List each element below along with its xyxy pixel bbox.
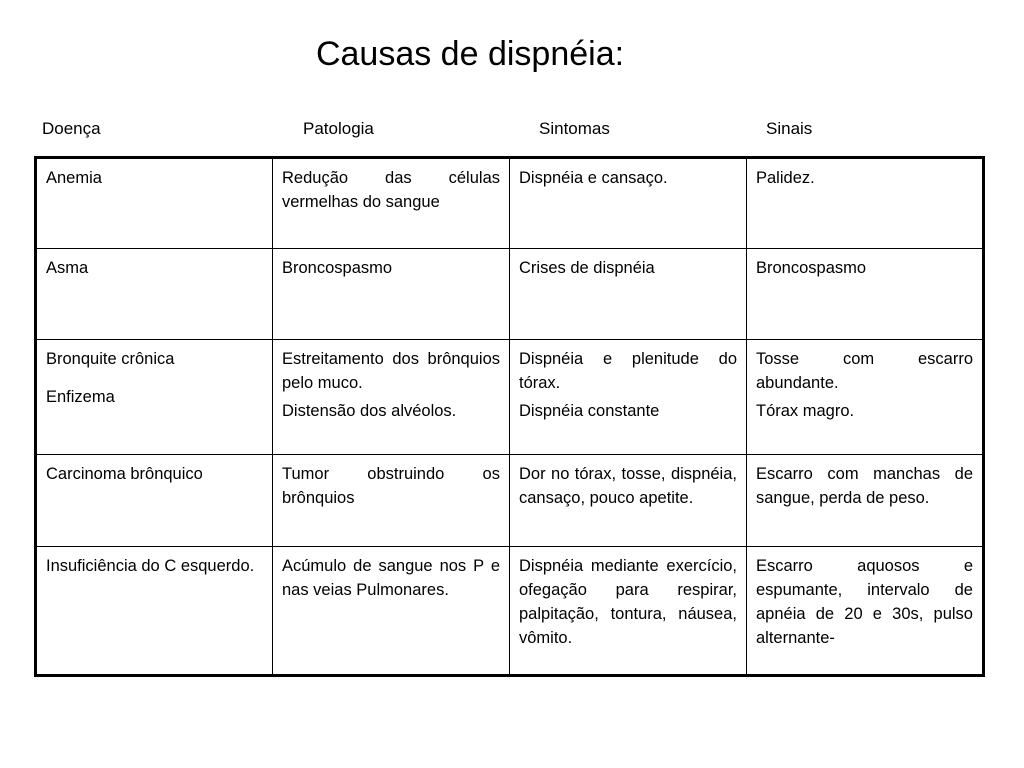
- cell-sinais: [747, 249, 984, 340]
- cell-text: Asma: [46, 259, 89, 277]
- cell-text: Acúmulo de sangue nos P e nas veias Pulmonares.: [282, 557, 500, 599]
- table-row: [36, 547, 984, 676]
- page-title: Causas de dispnéia:: [315, 35, 625, 73]
- cell-sintomas: [510, 547, 747, 676]
- cell-patologia: [273, 340, 510, 455]
- cell-text: Distensão dos alvéolos.: [282, 402, 457, 420]
- cell-text: Insuficiência do C esquerdo.: [46, 557, 255, 575]
- cell-text: Dispnéia e plenitude do tórax.: [519, 350, 737, 392]
- cell-sintomas: [510, 455, 747, 547]
- cell-text: Dispnéia constante: [519, 402, 660, 420]
- cell-text: Redução das células vermelhas do sangue: [282, 169, 500, 211]
- column-header-patologia: Patologia: [303, 119, 374, 138]
- cell-text: Crises de dispnéia: [519, 259, 655, 277]
- cell-patologia: [273, 249, 510, 340]
- cell-text: Broncospasmo: [282, 259, 393, 277]
- table-row: [36, 340, 984, 455]
- cell-text: Tosse com escarro abundante.: [756, 350, 973, 392]
- cell-patologia: [273, 455, 510, 547]
- table-row: [36, 455, 984, 547]
- table-row: [36, 158, 984, 249]
- cell-text: Enfizema: [46, 388, 115, 406]
- cell-patologia: [273, 158, 510, 249]
- cell-sinais: [747, 547, 984, 676]
- cell-text: Escarro com manchas de sangue, perda de peso.: [756, 465, 973, 507]
- cell-doenca: [36, 340, 273, 455]
- causes-table: [34, 156, 985, 677]
- cell-text: Anemia: [46, 169, 102, 187]
- table-row: [36, 249, 984, 340]
- column-header-sintomas: Sintomas: [539, 119, 610, 138]
- causes-table-container: [34, 156, 982, 677]
- cell-text: Broncospasmo: [756, 259, 867, 277]
- cell-text: Palidez.: [756, 169, 815, 187]
- cell-text: Carcinoma brônquico: [46, 465, 203, 483]
- column-header-doenca: Doença: [42, 119, 101, 138]
- cell-sinais: [747, 340, 984, 455]
- cell-doenca: [36, 249, 273, 340]
- cell-doenca: [36, 158, 273, 249]
- cell-sinais: [747, 158, 984, 249]
- cell-text: Tórax magro.: [756, 402, 855, 420]
- cell-doenca: [36, 547, 273, 676]
- column-header-sinais: Sinais: [766, 119, 813, 138]
- cell-text: Bronquite crônica: [46, 350, 175, 368]
- cell-sintomas: [510, 340, 747, 455]
- cell-text: Dispnéia mediante exercício, ofegação para respirar, palpitação, tontura, náusea, vômito.: [519, 557, 737, 647]
- cell-doenca: [36, 455, 273, 547]
- cell-sintomas: [510, 249, 747, 340]
- cell-text: Escarro aquosos e espumante, intervalo de apnéia de 20 e 30s, pulso alternante-: [756, 557, 973, 647]
- cell-sintomas: [510, 158, 747, 249]
- cell-text: Dor no tórax, tosse, dispnéia, cansaço, pouco apetite.: [519, 465, 737, 507]
- cell-text: Tumor obstruindo os brônquios: [282, 465, 500, 507]
- cell-patologia: [273, 547, 510, 676]
- cell-text: Dispnéia e cansaço.: [519, 169, 668, 187]
- cell-text: Estreitamento dos brônquios pelo muco.: [282, 350, 500, 392]
- cell-sinais: [747, 455, 984, 547]
